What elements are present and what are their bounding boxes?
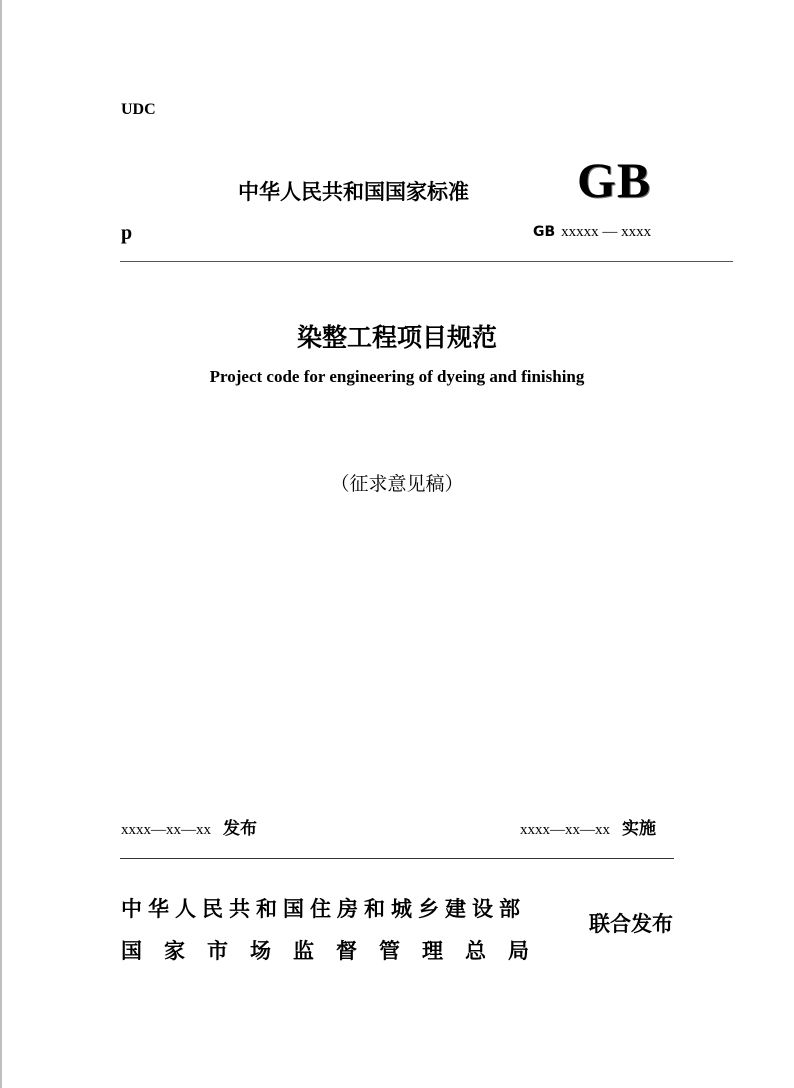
p-mark: p <box>121 222 133 244</box>
effective-date: xxxx—xx—xx <box>520 822 610 838</box>
publish-date: xxxx—xx—xx <box>121 822 211 838</box>
bottom-divider <box>120 858 674 859</box>
document-title-english: Project code for engineering of dyeing and finishing <box>209 367 585 386</box>
effective-label: 实施 <box>622 819 656 839</box>
issuer-administration: 国家市场监督管理总局 <box>121 939 551 963</box>
top-divider <box>120 261 733 262</box>
standard-number-prefix: GB <box>533 224 556 240</box>
udc-label: UDC <box>121 101 156 118</box>
publish-date-block <box>121 814 257 839</box>
draft-note: （征求意见稿） <box>330 473 464 495</box>
standard-number-value: xxxxx — xxxx <box>561 224 652 240</box>
page-left-edge <box>0 0 2 1088</box>
gb-logo: GB <box>577 152 652 208</box>
issuer-ministry: 中华人民共和国住房和城乡建设部 <box>121 897 526 921</box>
standard-number <box>533 224 651 241</box>
joint-issue-label: 联合发布 <box>589 912 673 936</box>
document-title-chinese: 染整工程项目规范 <box>296 323 497 352</box>
national-standard-heading: 中华人民共和国国家标准 <box>238 180 469 204</box>
effective-date-block <box>520 814 656 839</box>
publish-label: 发布 <box>223 819 257 839</box>
